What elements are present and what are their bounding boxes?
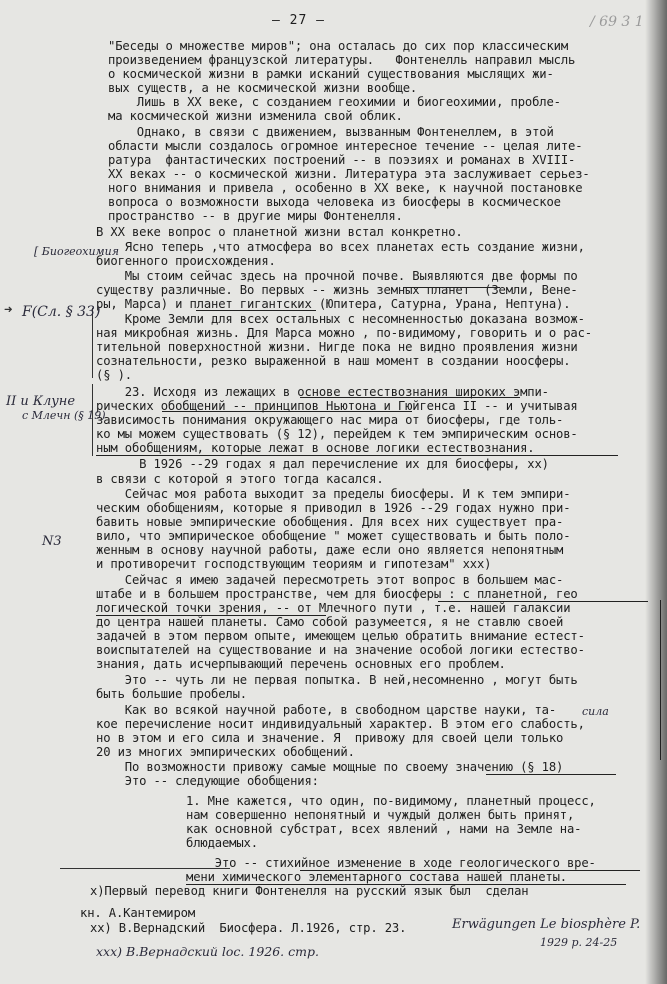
text-line: Это -- стихийное изменение в ходе геологического вре- [186, 856, 596, 870]
footnote: кн. А.Кантемиром [80, 906, 195, 920]
footnote-handwritten: xxx) В.Вернадский loc. 1926. стр. [96, 944, 319, 959]
text-line: ческим обобщениям, которые я приводил в 1926 --29 годах нужно при- [96, 501, 571, 515]
text-line: (§ ). [96, 368, 132, 382]
text-line: 23. Исходя из лежащих в основе естествознания широких эмпи- [96, 385, 549, 399]
inline-citation: сила [582, 705, 609, 718]
text-line: ры, Марса) и планет гигантских (Юпитера, Сатурна, Урана, Нептуна). [96, 297, 571, 311]
footnote: xx) В.Вернадский Биосфера. Л.1926, стр. 23. [90, 921, 407, 935]
underline [162, 411, 412, 412]
margin-note: [ Биогеохимия [34, 245, 120, 258]
footnote-handwritten: Erwägungen Le biosphère P. [452, 917, 641, 932]
text-line: бавить новые эмпирические обобщения. Для всех них существует пра- [96, 515, 564, 529]
text-line: ма космической жизни изменила свой облик. [108, 109, 403, 123]
text-line: зависимость понимания окружающего нас мира от биосферы, где толь- [96, 413, 564, 427]
text-line: быть большие пробелы. [96, 687, 247, 701]
text-line: вило, что эмпирическое обобщение " может существовать и быть поло- [96, 529, 571, 543]
text-line: логической точки зрения, -- от Млечного пути , т.е. нашей галаксии [96, 601, 571, 615]
underline [96, 455, 618, 456]
text-line: По возможности привожу самые мощные по своему значению (§ 18) [96, 760, 564, 774]
text-line: существу различные. Во первых -- жизнь земных планет (Земли, Вене- [96, 283, 578, 297]
underline [300, 870, 640, 871]
text-line: и противоречит господствующим теориям и гипотезам" xxx) [96, 557, 492, 571]
text-line: В XX веке вопрос о планетной жизни встал конкретно. [96, 225, 463, 239]
underline [486, 774, 616, 775]
text-line: ного внимания и привела , особенно в XX веке, к научной постановке [108, 181, 583, 195]
arrow-icon: ➜ [4, 302, 13, 318]
text-line: сознательности, резко выраженной в наш момент в создании ноосферы. [96, 354, 571, 368]
text-line: но в этом и его сила и значение. Я привожу для своей цели только [96, 731, 564, 745]
text-line: Сейчас моя работа выходит за пределы биосферы. И к тем эмпири- [96, 487, 571, 501]
text-line: штабе и в большем пространстве, чем для биосферы : с планетной, гео [96, 587, 578, 601]
text-line: о космической жизни в рамки исканий существования мыслящих жи- [108, 67, 554, 81]
text-line: 1. Мне кажется, что один, по-видимому, планетный процесс, [186, 794, 596, 808]
text-line: как основной субстрат, всех явлений , нами на Земле на- [186, 822, 582, 836]
text-line: Это -- следующие обобщения: [96, 774, 319, 788]
margin-note: F(Сл. § 33) [22, 304, 101, 320]
margin-note: N3 [42, 534, 62, 549]
footnote-handwritten: 1929 p. 24-25 [540, 936, 618, 949]
text-line: тительной поверхностной жизни. Нигде пока не видно проявления жизни [96, 340, 578, 354]
text-line: произведением французской литературы. Фонтенелль направил мысль [108, 53, 576, 67]
text-line: Однако, в связи с движением, вызванным Фонтенеллем, в этой [108, 125, 554, 139]
text-line: знания, дать исчерпывающий перечень основных его проблем. [96, 657, 506, 671]
text-line: кое перечисление носит индивидуальный характер. В этом его слабость, [96, 717, 585, 731]
text-line: ратура фантастических построений -- в поэзиях и романах в XVIII- [108, 153, 576, 167]
text-line: ная микробная жизнь. Для Марса можно , по-видимому, говорить и о рас- [96, 326, 592, 340]
underline [196, 310, 316, 311]
text-line: области мысли создалось огромное интересное течение -- целая лите- [108, 139, 583, 153]
underline [438, 601, 648, 602]
text-line: пространство -- в другие миры Фонтенелля. [108, 209, 403, 223]
text-line: вых существ, а не космической жизни вообще. [108, 81, 418, 95]
text-line: задачей в этом первом опыте, имеющем целью обратить внимание естест- [96, 629, 585, 643]
underline [300, 397, 520, 398]
text-line: Кроме Земли для всех остальных с несомненностью доказана возмож- [96, 312, 585, 326]
text-line: нам совершенно непонятный и чуждый должен быть принят, [186, 808, 575, 822]
page-number: — 27 — [272, 13, 325, 28]
text-line: Мы стоим сейчас здесь на прочной почве. Выявляются две формы по [96, 269, 578, 283]
margin-note: II и Клуне [6, 394, 76, 409]
text-line: мени химического элементарного состава нашей планеты. [186, 870, 567, 884]
footnote: x)Первый перевод книги Фонтенелля на русский язык был сделан [90, 884, 529, 898]
text-line: "Беседы о множестве миров"; она осталась до сих пор классическим [108, 39, 568, 53]
text-line: Лишь в XX веке, с созданием геохимии и биогеохимии, пробле- [108, 95, 561, 109]
text-line: Сейчас я имею задачей пересмотреть этот вопрос в большем мас- [96, 573, 564, 587]
text-line: ко мы можем существовать (§ 12), перейдем к тем эмпирическим основ- [96, 427, 578, 441]
text-line: В 1926 --29 годах я дал перечисление их для биосферы, xx) [96, 457, 549, 471]
text-line: 20 из многих эмпирических обобщений. [96, 745, 355, 759]
text-line: биогенного происхождения. [96, 254, 276, 268]
text-line: в связи с которой я этого тогда касался. [96, 472, 384, 486]
text-line: ным обобщениям, которые лежат в основе логики естествознания. [96, 441, 535, 455]
text-line: Ясно теперь ,что атмосфера во всех планетах есть создание жизни, [96, 240, 585, 254]
footnote-rule [60, 868, 230, 869]
text-line: вопроса о возможности выхода человека из биосферы в космическое [108, 195, 561, 209]
text-line: рических обобщений -- принципов Ньютона и Гюйгенса II -- и учитывая [96, 399, 578, 413]
text-line: блюдаемых. [186, 836, 258, 850]
text-line: Это -- чуть ли не первая попытка. В ней,несомненно , могут быть [96, 673, 578, 687]
text-line: до центра нашей планеты. Само собой разумеется, я не ставлю своей [96, 615, 564, 629]
archive-stamp: / 69 3 1 [590, 14, 644, 30]
text-line: воиспытателей на существование и на значение особой логики естество- [96, 643, 585, 657]
text-line: женным в основу научной работы, даже если оно является непонятным [96, 543, 564, 557]
underline [404, 287, 500, 288]
underline [96, 615, 326, 616]
margin-note: с Млечн (§ 19) [22, 409, 106, 422]
text-line: Как во всякой научной работе, в свободном царстве науки, та- [96, 703, 556, 717]
text-line: XX веках -- о космической жизни. Литература эта заслуживает серьез- [108, 167, 590, 181]
margin-bracket [660, 600, 661, 760]
